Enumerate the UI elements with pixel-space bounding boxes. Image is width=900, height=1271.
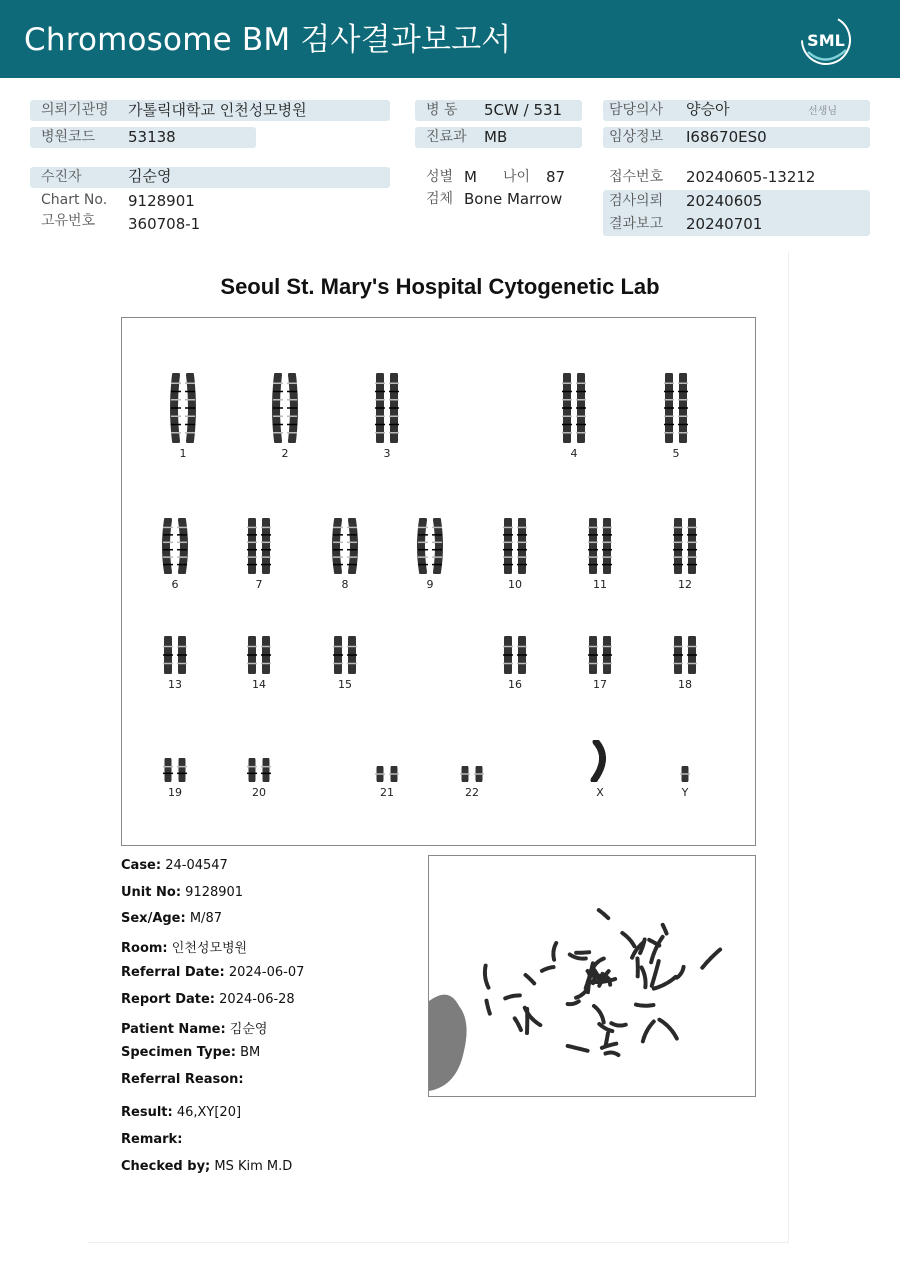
- metaphase-chromosome: [649, 940, 659, 946]
- chromosome-label: 13: [168, 678, 182, 691]
- room-line: [121, 937, 247, 956]
- report-date-value: 2024-06-28: [219, 992, 295, 1007]
- unit-label: Unit No:: [121, 885, 182, 900]
- metaphase-chromosome: [652, 961, 659, 986]
- metaphase-chromosome: [576, 952, 589, 953]
- remark-label: Remark:: [121, 1132, 183, 1147]
- chromosome-8: [315, 518, 375, 591]
- chromosome-19: [145, 758, 205, 799]
- chromosome-label: X: [596, 786, 604, 799]
- metaphase-chromosome: [526, 975, 535, 984]
- checked-value: MS Kim M.D: [214, 1159, 293, 1174]
- patient-name-label: Patient Name:: [121, 1022, 226, 1037]
- chromosome-pair-graphic: [325, 518, 365, 574]
- chromosome-label: 7: [255, 578, 263, 591]
- chromosome-label: 22: [465, 786, 479, 799]
- chromosome-x: [570, 740, 630, 799]
- uid-value: 360708-1: [128, 215, 201, 233]
- chromosome-label: 18: [678, 678, 692, 691]
- metaphase-chromosome: [622, 932, 635, 946]
- chromosome-label: Y: [681, 786, 689, 799]
- report-header: [0, 0, 900, 78]
- metaphase-chromosome: [515, 1018, 522, 1030]
- chromosome-20: [229, 758, 289, 799]
- chromosome-label: 17: [593, 678, 607, 691]
- room-value: 인천성모병원: [171, 941, 248, 956]
- report-label: 결과보고: [609, 216, 664, 232]
- metaphase-chromosome: [642, 967, 647, 987]
- chromosome-13: [145, 636, 205, 691]
- sex-label: 성별: [426, 169, 454, 185]
- department-value: MB: [484, 128, 508, 146]
- chromosome-16: [485, 636, 545, 691]
- chromosome-7: [229, 518, 289, 591]
- chromosome-label: 11: [593, 578, 607, 591]
- chromosome-pair-graphic: [239, 636, 279, 674]
- unit-line: [121, 885, 243, 900]
- chromosome-label: 5: [672, 447, 680, 460]
- chromosome-6: [145, 518, 205, 591]
- chromosome-1: [153, 373, 213, 460]
- chromosome-y: [655, 766, 715, 799]
- checked-line: [121, 1159, 292, 1174]
- chromosome-pair-graphic: [580, 636, 620, 674]
- chromosome-pair-graphic: [656, 373, 696, 443]
- metaphase-chromosome: [484, 966, 489, 988]
- chart-label: Chart No.: [41, 192, 108, 208]
- chart-value: 9128901: [128, 192, 195, 210]
- department-label: 진료과: [426, 129, 467, 145]
- result-label: Result:: [121, 1105, 173, 1120]
- chromosome-12: [655, 518, 715, 591]
- metaphase-chromosome: [611, 1023, 627, 1026]
- chromosome-9: [400, 518, 460, 591]
- chromosome-pair-graphic: [367, 766, 407, 782]
- report-date-label: Report Date:: [121, 992, 216, 1007]
- chromosome-label: 10: [508, 578, 522, 591]
- ward-value: 5CW / 531: [484, 101, 563, 119]
- chromosome-pair-graphic: [155, 518, 195, 574]
- metaphase-chromosome: [568, 1001, 579, 1005]
- metaphase-chromosome: [594, 1005, 605, 1022]
- chromosome-label: 20: [252, 786, 266, 799]
- patient-value: 김순영: [128, 167, 172, 185]
- metaphase-chromosome: [605, 1052, 618, 1055]
- report-date-line: [121, 992, 295, 1007]
- chromosome-pair-graphic: [452, 766, 492, 782]
- chromosome-15: [315, 636, 375, 691]
- checked-label: Checked by;: [121, 1159, 211, 1174]
- chromosome-5: [646, 373, 706, 460]
- chromosome-pair-graphic: [155, 636, 195, 674]
- metaphase-chromosome: [636, 1005, 653, 1006]
- chromosome-18: [655, 636, 715, 691]
- metaphase-chromosome: [486, 1001, 490, 1014]
- chromosome-label: 8: [341, 578, 349, 591]
- referral-reason-line: [121, 1072, 244, 1087]
- nucleus-shadow: [429, 995, 467, 1091]
- chromosome-pair-graphic: [325, 636, 365, 674]
- doctor-suffix: 선생님: [808, 106, 837, 117]
- chromosome-pair-graphic: [367, 373, 407, 443]
- ward-label: 병 동: [426, 102, 458, 118]
- uid-label: 고유번호: [41, 213, 96, 229]
- chromosome-pair-graphic: [155, 758, 195, 782]
- metaphase-chromosome: [663, 925, 667, 935]
- chromosome-pair-graphic: [163, 373, 203, 443]
- chromosome-pair-graphic: [410, 518, 450, 574]
- chromosome-label: 4: [570, 447, 578, 460]
- chromosome-pair-graphic: [665, 518, 705, 574]
- chromosome-4: [544, 373, 604, 460]
- chromosome-label: 2: [281, 447, 289, 460]
- remark-line: [121, 1132, 182, 1147]
- chromosome-pair-graphic: [239, 758, 279, 782]
- sml-logo-text: SML: [807, 31, 845, 50]
- doctor-value: 양승아: [686, 100, 730, 118]
- chromosome-label: 16: [508, 678, 522, 691]
- chromosome-22: [442, 766, 502, 799]
- karyogram-panel: [121, 317, 756, 846]
- receipt-value: 20240605-13212: [686, 168, 816, 186]
- chromosome-11: [570, 518, 630, 591]
- chromosome-label: 6: [171, 578, 179, 591]
- specimen-value: Bone Marrow: [464, 190, 563, 208]
- metaphase-chromosome: [702, 949, 720, 968]
- referral-reason-label: Referral Reason:: [121, 1072, 244, 1087]
- specimen-type-value: BM: [240, 1045, 261, 1060]
- receipt-label: 접수번호: [609, 169, 664, 185]
- case-value: 24-04547: [165, 858, 228, 873]
- unit-value: 9128901: [185, 885, 244, 900]
- metaphase-spread: [429, 856, 755, 1096]
- metaphase-chromosome: [553, 943, 557, 960]
- sex-value: M: [464, 168, 477, 186]
- referral-date-value: 2024-06-07: [228, 965, 305, 980]
- clinical-value: I68670ES0: [686, 128, 767, 146]
- patient-name-value: 김순영: [229, 1022, 268, 1037]
- doctor-label: 담당의사: [609, 102, 664, 118]
- metaphase-chromosome: [569, 954, 585, 959]
- patient-row: [30, 167, 390, 188]
- metaphase-chromosome: [542, 966, 554, 970]
- case-line: [121, 858, 228, 873]
- chromosome-label: 14: [252, 678, 266, 691]
- metaphase-chromosome: [504, 995, 520, 999]
- referral-date-line: [121, 965, 304, 980]
- chromosome-2: [255, 373, 315, 460]
- chromosome-label: 9: [426, 578, 434, 591]
- lab-title: Seoul St. Mary's Hospital Cytogenetic Lab: [220, 274, 660, 299]
- clinical-label: 임상정보: [609, 129, 664, 145]
- chromosome-pair-graphic: [580, 518, 620, 574]
- chromosome-label: 19: [168, 786, 182, 799]
- institution-label: 의뢰기관명: [41, 102, 109, 118]
- specimen-label: 검체: [426, 191, 454, 207]
- result-line: [121, 1105, 241, 1120]
- age-value: 87: [546, 168, 566, 186]
- chromosome-pair-graphic: [495, 518, 535, 574]
- chromosome-3: [357, 373, 417, 460]
- sexage-line: [121, 911, 222, 926]
- specimen-type-label: Specimen Type:: [121, 1045, 236, 1060]
- age-label: 나이: [503, 169, 531, 185]
- chromosome-label: 15: [338, 678, 352, 691]
- room-label: Room:: [121, 941, 168, 956]
- metaphase-chromosome: [677, 967, 685, 979]
- request-value: 20240605: [686, 192, 763, 210]
- chromosome-label: 12: [678, 578, 692, 591]
- chromosome-10: [485, 518, 545, 591]
- sexage-label: Sex/Age:: [121, 911, 186, 926]
- hospital-code-value: 53138: [128, 128, 176, 146]
- report-value: 20240701: [686, 215, 763, 233]
- chromosome-pair-graphic: [580, 740, 620, 782]
- request-label: 검사의뢰: [609, 193, 664, 209]
- metaphase-chromosome: [601, 1043, 616, 1048]
- chromosome-pair-graphic: [554, 373, 594, 443]
- chromosome-pair-graphic: [239, 518, 279, 574]
- patient-name-line: [121, 1018, 267, 1037]
- case-label: Case:: [121, 858, 162, 873]
- chromosome-pair-graphic: [665, 766, 705, 782]
- chromosome-label: 21: [380, 786, 394, 799]
- metaphase-chromosome: [642, 1021, 654, 1041]
- chromosome-pair-graphic: [265, 373, 305, 443]
- chromosome-pair-graphic: [665, 636, 705, 674]
- chromosome-21: [357, 766, 417, 799]
- chromosome-pair-graphic: [495, 636, 535, 674]
- hospital-code-label: 병원코드: [41, 129, 96, 145]
- sexage-value: M/87: [189, 911, 222, 926]
- metaphase-chromosome: [568, 1046, 589, 1051]
- patient-label: 수진자: [41, 169, 82, 185]
- result-value: 46,XY[20]: [176, 1105, 242, 1120]
- chromosome-label: 3: [383, 447, 391, 460]
- chromosome-14: [229, 636, 289, 691]
- metaphase-chromosome: [587, 965, 592, 992]
- metaphase-chromosome: [659, 1018, 678, 1039]
- specimen-type-line: [121, 1045, 260, 1060]
- institution-value: 가톨릭대학교 인천성모병원: [128, 101, 307, 119]
- sml-logo: [798, 12, 854, 68]
- referral-date-label: Referral Date:: [121, 965, 225, 980]
- report-title: Chromosome BM 검사결과보고서: [24, 22, 512, 58]
- chromosome-label: 1: [179, 447, 187, 460]
- metaphase-chromosome: [654, 977, 677, 990]
- chromosome-17: [570, 636, 630, 691]
- metaphase-chromosome: [599, 910, 609, 918]
- metaphase-image: [428, 855, 756, 1097]
